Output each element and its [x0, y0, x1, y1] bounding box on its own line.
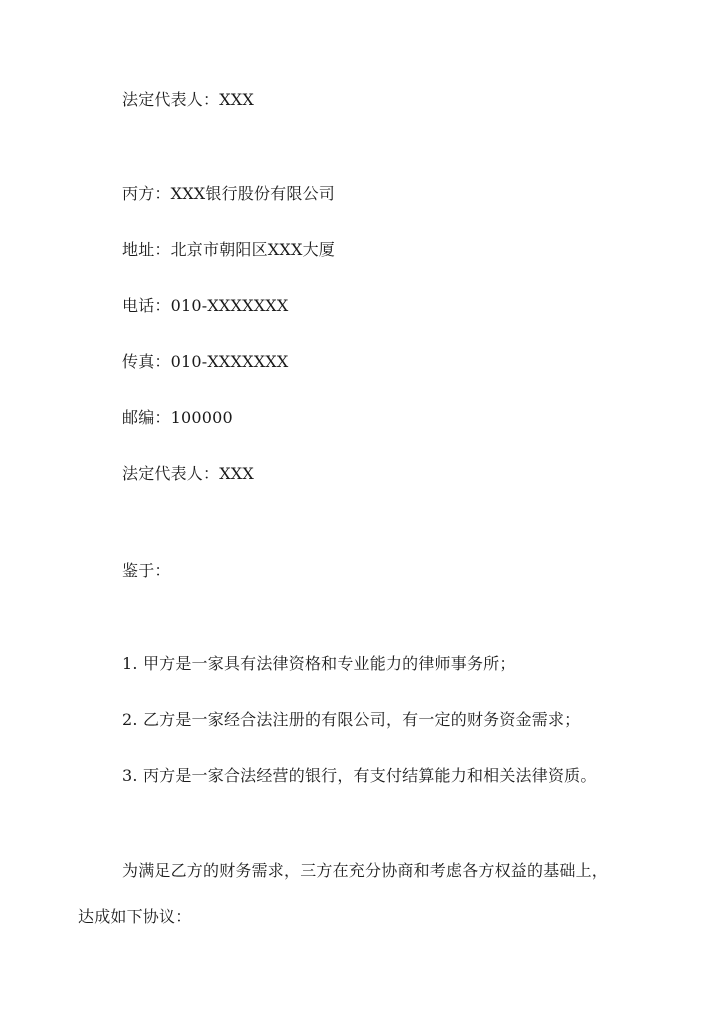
party-c-legal-rep: 法定代表人：XXX — [122, 464, 254, 483]
whereas-item-2: 2. 乙方是一家经合法注册的有限公司，有一定的财务资金需求； — [122, 710, 581, 729]
agreement-intro-line-1: 为满足乙方的财务需求，三方在充分协商和考虑各方权益的基础上， — [122, 861, 609, 880]
party-c-phone: 电话：010-XXXXXXX — [122, 296, 289, 315]
whereas-item-1: 1. 甲方是一家具有法律资格和专业能力的律师事务所； — [122, 654, 516, 673]
whereas-heading: 鉴于： — [122, 561, 171, 580]
party-c-fax: 传真：010-XXXXXXX — [122, 352, 289, 371]
party-c-postcode: 邮编：100000 — [122, 408, 233, 427]
agreement-intro-line-2: 达成如下协议： — [78, 907, 192, 926]
whereas-item-3: 3. 丙方是一家合法经营的银行，有支付结算能力和相关法律资质。 — [122, 766, 597, 785]
party-b-legal-rep: 法定代表人：XXX — [122, 90, 254, 109]
party-c-address: 地址：北京市朝阳区XXX大厦 — [122, 240, 335, 259]
party-c-name: 丙方：XXX银行股份有限公司 — [122, 184, 335, 203]
